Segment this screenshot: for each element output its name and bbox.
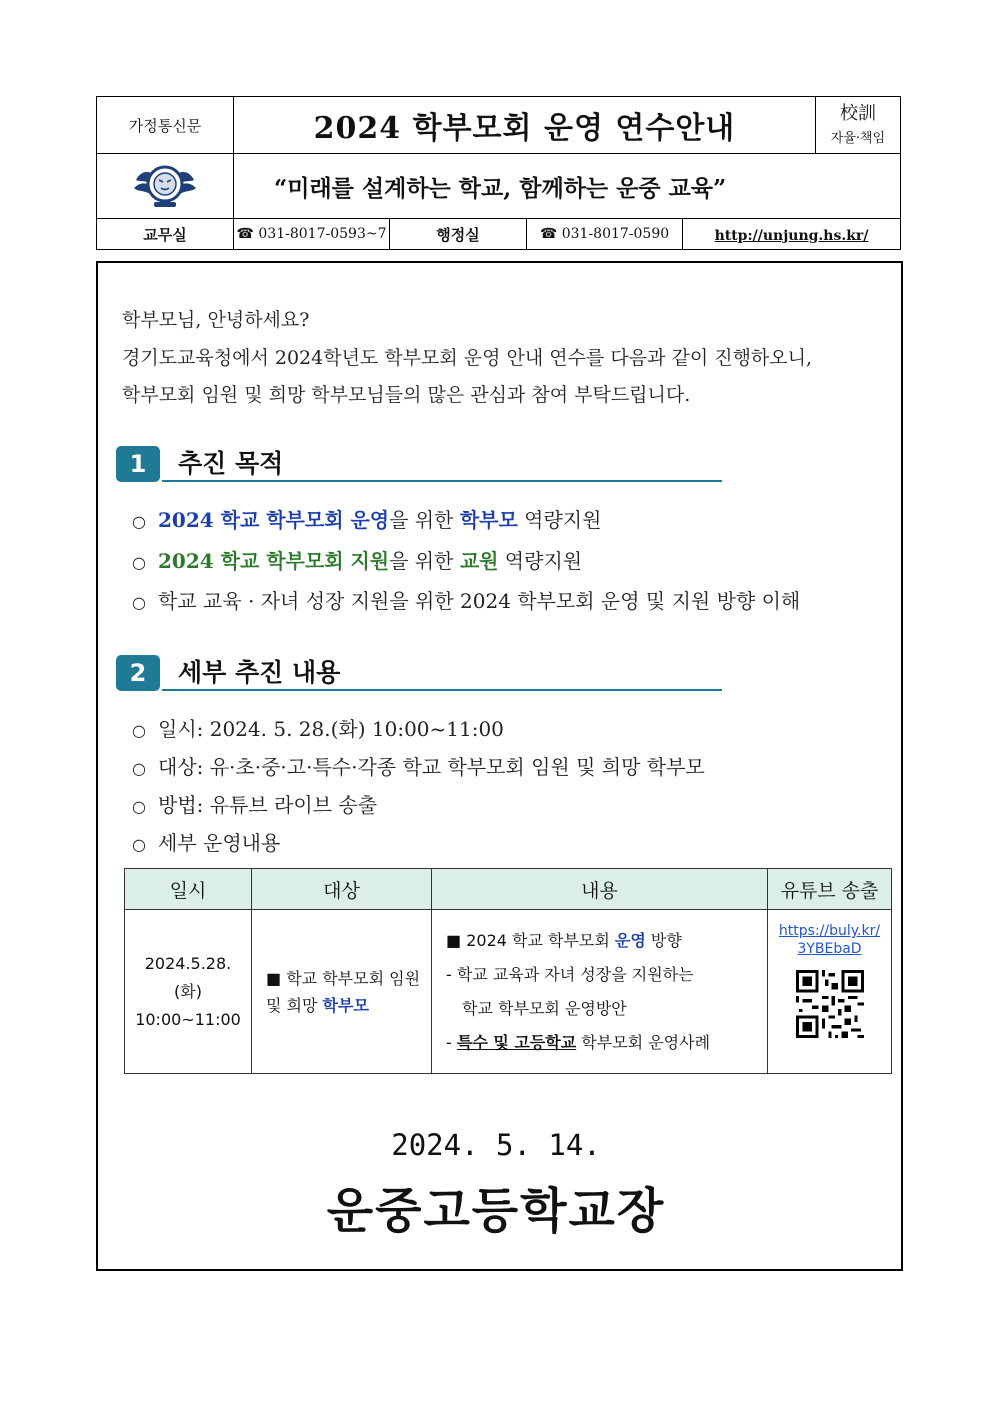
purpose-item-1: ○ 2024 학교 학부모회 운영을 위한 학부모 역량지원 — [132, 508, 602, 532]
section2-underline — [162, 689, 722, 691]
bullet-circle-icon: ○ — [132, 835, 146, 854]
table-cell-date: 2024.5.28. (화) 10:00~11:00 — [125, 910, 252, 1074]
bullet-circle-icon: ○ — [132, 797, 146, 816]
newsletter-label: 가정통신문 — [97, 97, 234, 154]
table-header-content: 내용 — [432, 869, 768, 910]
header-table — [96, 96, 901, 250]
website-link[interactable]: http://unjung.hs.kr/ — [714, 227, 869, 244]
section2-title: 세부 추진 내용 — [178, 658, 341, 687]
contact-office1-phone: ☎ 031-8017-0593~7 — [234, 219, 390, 250]
intro-line1: 학부모님, 안녕하세요? — [122, 309, 310, 331]
bullet-circle-icon: ○ — [132, 759, 146, 778]
table-header-youtube: 유튜브 송출 — [768, 869, 892, 910]
purpose-item-3: ○ 학교 교육 · 자녀 성장 지원을 위한 2024 학부모회 운영 및 지원 방향 이해 — [132, 589, 801, 613]
table-cell-youtube — [768, 910, 892, 1074]
bullet-circle-icon: ○ — [132, 553, 146, 572]
school-motto — [815, 97, 900, 154]
purpose-item-2: ○ 2024 학교 학부모회 지원을 위한 교원 역량지원 — [132, 549, 583, 573]
intro-line2: 경기도교육청에서 2024학년도 학부모회 운영 안내 연수를 다음과 같이 진행하오니, — [122, 347, 813, 369]
contact-office1-label: 교무실 — [97, 219, 234, 250]
detail-item-4: ○ 세부 운영내용 — [132, 831, 281, 855]
table-header-date: 일시 — [125, 869, 252, 910]
section1-underline — [162, 480, 722, 482]
principal-signature: 운중고등학교장 — [326, 1183, 666, 1239]
section2-number: 2 — [116, 655, 160, 691]
section1-title: 추진 목적 — [178, 449, 284, 478]
detail-item-3: ○ 방법: 유튜브 라이브 송출 — [132, 793, 378, 817]
website-cell — [683, 219, 901, 250]
section1-number: 1 — [116, 446, 160, 482]
table-cell-target: ■ 학교 학부모회 임원 및 희망 학부모 — [252, 910, 432, 1074]
school-logo — [97, 154, 234, 219]
bullet-circle-icon: ○ — [132, 593, 146, 612]
motto-value: 자율·책임 — [830, 131, 886, 146]
intro-line3: 학부모회 임원 및 희망 학부모님들의 많은 관심과 참여 부탁드립니다. — [122, 384, 691, 406]
motto-label: 校訓 — [839, 103, 876, 124]
table-cell-content: ■ 2024 학교 학부모회 운영 방향 - 학교 교육과 자녀 성장을 지원하는 학교 학부모회 운영방안 - 특수 및 고등학교 학부모회 운영사례 — [432, 910, 768, 1074]
table-header-target: 대상 — [252, 869, 432, 910]
detail-item-2: ○ 대상: 유·초·중·고·특수·각종 학교 학부모회 임원 및 희망 학부모 — [132, 755, 705, 779]
contact-office2-label: 행정실 — [390, 219, 527, 250]
schedule-table — [124, 868, 892, 1074]
page-title: 2024 학부모회 운영 연수안내 — [234, 97, 816, 154]
youtube-link[interactable]: https://buly.kr/3YBEbaD — [778, 923, 881, 957]
qr-code-icon[interactable] — [796, 968, 864, 1040]
school-emblem-icon — [130, 158, 200, 210]
bullet-circle-icon: ○ — [132, 721, 146, 740]
detail-item-1: ○ 일시: 2024. 5. 28.(화) 10:00~11:00 — [132, 717, 504, 741]
school-slogan: “미래를 설계하는 학교, 함께하는 운중 교육” — [234, 154, 901, 219]
contact-office2-phone: ☎ 031-8017-0590 — [527, 219, 683, 250]
table-row — [125, 910, 892, 1074]
bullet-circle-icon: ○ — [132, 512, 146, 531]
issue-date: 2024. 5. 14. — [391, 1128, 601, 1162]
